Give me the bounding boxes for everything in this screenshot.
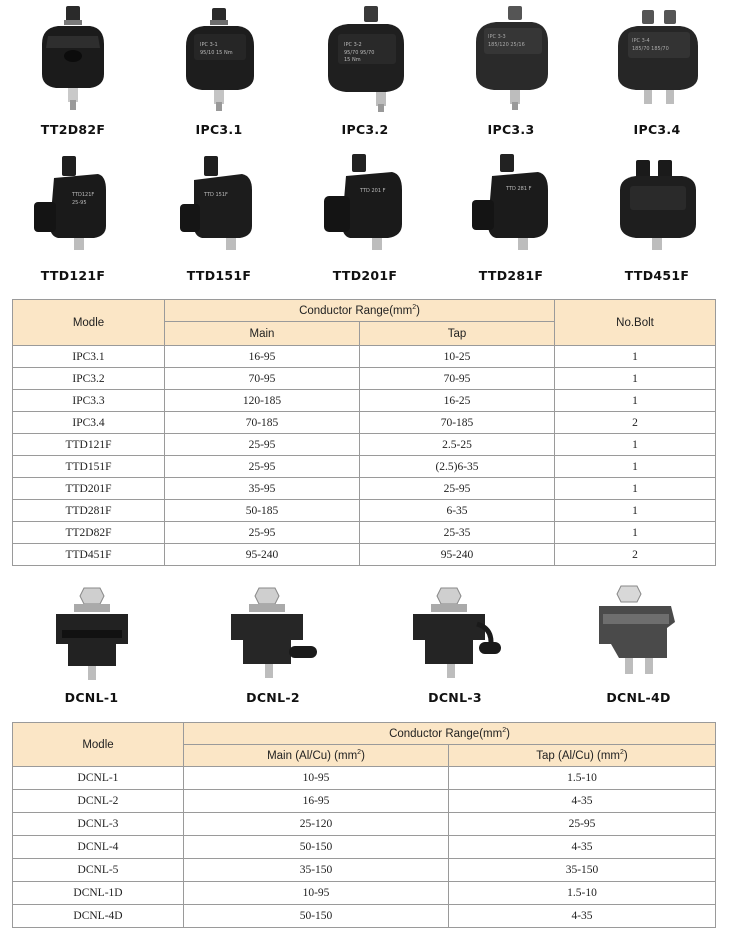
cell-tap: 1.5-10: [449, 882, 716, 905]
header-model: Modle: [13, 723, 184, 767]
svg-text:IPC 3-3: IPC 3-3: [488, 34, 506, 40]
product-card: [438, 4, 584, 137]
cell-model: IPC3.2: [13, 368, 165, 390]
product-row-2: [0, 150, 730, 283]
svg-text:25-95: 25-95: [72, 200, 87, 206]
svg-text:IPC 3-1: IPC 3-1: [200, 42, 218, 48]
cell-main: 10-95: [184, 767, 449, 790]
cell-bolt: 1: [555, 500, 716, 522]
cell-tap: 2.5-25: [360, 434, 555, 456]
connector-photo: [28, 4, 118, 116]
table-row: [13, 500, 716, 522]
cell-model: TTD281F: [13, 500, 165, 522]
cell-tap: 70-95: [360, 368, 555, 390]
cell-model: IPC3.4: [13, 412, 165, 434]
cell-model: TTD201F: [13, 478, 165, 500]
product-model-label: IPC3.3: [487, 122, 535, 137]
svg-text:15 Nm: 15 Nm: [344, 57, 361, 63]
cell-bolt: 2: [555, 544, 716, 566]
product-model-label: DCNL-3: [428, 690, 482, 705]
table-row: [13, 790, 716, 813]
product-card: [292, 150, 438, 283]
cell-main: 16-95: [165, 346, 360, 368]
cell-model: TTD151F: [13, 456, 165, 478]
table-row: [13, 456, 716, 478]
connector-photo: [28, 150, 118, 262]
cell-main: 35-95: [165, 478, 360, 500]
cell-model: DCNL-4D: [13, 905, 184, 928]
product-card: [438, 150, 584, 283]
product-card: [183, 584, 363, 705]
cell-bolt: 1: [555, 434, 716, 456]
cell-model: DCNL-3: [13, 813, 184, 836]
cell-main: 25-95: [165, 522, 360, 544]
cell-tap: 25-35: [360, 522, 555, 544]
table-header-row: [13, 723, 716, 745]
cell-main: 25-95: [165, 456, 360, 478]
product-card: [584, 150, 730, 283]
product-model-label: TTD121F: [40, 268, 106, 283]
cell-tap: (2.5)6-35: [360, 456, 555, 478]
table-row: [13, 390, 716, 412]
product-model-label: TTD451F: [624, 268, 690, 283]
cell-model: TTD451F: [13, 544, 165, 566]
table-row: [13, 478, 716, 500]
cell-tap: 4-35: [449, 836, 716, 859]
table-row: [13, 346, 716, 368]
cell-main: 50-185: [165, 500, 360, 522]
connector-photo: [44, 584, 140, 684]
table-row: [13, 882, 716, 905]
svg-text:TTD121F: TTD121F: [72, 192, 95, 198]
table-row: [13, 434, 716, 456]
table-row: [13, 368, 716, 390]
svg-text:IPC 3-2: IPC 3-2: [344, 42, 362, 48]
product-model-label: DCNL-2: [246, 690, 300, 705]
cell-model: TT2D82F: [13, 522, 165, 544]
product-model-label: TTD151F: [186, 268, 252, 283]
cell-bolt: 1: [555, 368, 716, 390]
connector-photo: [466, 150, 556, 262]
cell-tap: 25-95: [360, 478, 555, 500]
table-row: [13, 836, 716, 859]
svg-text:185/70 185/70: 185/70 185/70: [632, 46, 669, 52]
table-row: [13, 813, 716, 836]
cell-model: DCNL-4: [13, 836, 184, 859]
svg-text:TTD 201 F: TTD 201 F: [360, 188, 386, 194]
cell-main: 16-95: [184, 790, 449, 813]
product-model-label: IPC3.1: [195, 122, 243, 137]
product-card: [146, 4, 292, 137]
connector-photo: [320, 4, 410, 116]
cell-model: DCNL-1D: [13, 882, 184, 905]
cell-main: 120-185: [165, 390, 360, 412]
svg-text:95/10 15 Nm: 95/10 15 Nm: [200, 50, 233, 56]
header-main: Main (Al/Cu) $(mm^2)$: [184, 745, 449, 767]
header-tap: Tap: [360, 322, 555, 346]
cell-main: 70-95: [165, 368, 360, 390]
cell-bolt: 1: [555, 522, 716, 544]
svg-text:TTD 281 F: TTD 281 F: [506, 186, 532, 192]
cell-tap: 4-35: [449, 905, 716, 928]
connector-photo: [225, 584, 321, 684]
product-model-label: DCNL-1: [64, 690, 119, 705]
header-model: Modle: [13, 300, 165, 346]
product-card: [0, 150, 146, 283]
header-no-bolt: No.Bolt: [555, 300, 716, 346]
connector-photo: [612, 150, 702, 262]
cell-tap: 70-185: [360, 412, 555, 434]
connector-photo: [407, 584, 503, 684]
cell-bolt: 1: [555, 456, 716, 478]
table-header-row: [13, 300, 716, 322]
header-conductor-range: Conductor $Range(mm^2)$: [165, 300, 555, 322]
cell-tap: 1.5-10: [449, 767, 716, 790]
cell-bolt: 2: [555, 412, 716, 434]
connector-photo: [612, 4, 702, 116]
product-card: [584, 4, 730, 137]
table-row: [13, 544, 716, 566]
cell-main: 35-150: [184, 859, 449, 882]
cell-tap: 25-95: [449, 813, 716, 836]
product-row-3: [0, 584, 730, 705]
cell-main: 50-150: [184, 836, 449, 859]
cell-main: 50-150: [184, 905, 449, 928]
cell-model: IPC3.1: [13, 346, 165, 368]
cell-model: IPC3.3: [13, 390, 165, 412]
cell-model: DCNL-5: [13, 859, 184, 882]
product-card: [146, 150, 292, 283]
product-card: [292, 4, 438, 137]
spec-table-ipc-ttd: [12, 299, 716, 566]
table-row: [13, 522, 716, 544]
cell-main: 95-240: [165, 544, 360, 566]
product-model-label: TTD281F: [478, 268, 544, 283]
cell-main: 10-95: [184, 882, 449, 905]
cell-tap: 10-25: [360, 346, 555, 368]
svg-text:95/70 95/70: 95/70 95/70: [344, 50, 375, 56]
connector-photo: [174, 150, 264, 262]
table-row: [13, 767, 716, 790]
svg-text:TTD 151F: TTD 151F: [204, 192, 228, 198]
connector-photo: [320, 150, 410, 262]
table-row: [13, 412, 716, 434]
product-card: [547, 584, 730, 705]
cell-tap: 95-240: [360, 544, 555, 566]
spec-table-dcnl: [12, 722, 716, 928]
header-conductor-range: Conductor $Range(mm^2)$: [184, 723, 716, 745]
svg-text:IPC 3-4: IPC 3-4: [632, 38, 650, 44]
header-main: Main: [165, 322, 360, 346]
cell-main: 25-120: [184, 813, 449, 836]
product-model-label: IPC3.2: [341, 122, 389, 137]
product-model-label: DCNL-4D: [606, 690, 671, 705]
cell-tap: 35-150: [449, 859, 716, 882]
cell-bolt: 1: [555, 346, 716, 368]
cell-model: DCNL-2: [13, 790, 184, 813]
product-model-label: IPC3.4: [633, 122, 681, 137]
connector-photo: [466, 4, 556, 116]
cell-bolt: 1: [555, 390, 716, 412]
table-row: [13, 859, 716, 882]
svg-text:185/120 25/16: 185/120 25/16: [488, 42, 525, 48]
cell-bolt: 1: [555, 478, 716, 500]
connector-photo: [174, 4, 264, 116]
product-model-label: TTD201F: [332, 268, 398, 283]
header-tap: Tap (Al/Cu) $(mm^2)$: [449, 745, 716, 767]
product-model-label: TT2D82F: [40, 122, 106, 137]
cell-main: 25-95: [165, 434, 360, 456]
table-row: [13, 905, 716, 928]
cell-main: 70-185: [165, 412, 360, 434]
product-card: [0, 4, 146, 137]
cell-tap: 16-25: [360, 390, 555, 412]
cell-model: DCNL-1: [13, 767, 184, 790]
product-card: [363, 584, 547, 705]
cell-tap: 6-35: [360, 500, 555, 522]
product-row-1: [0, 4, 730, 137]
cell-model: TTD121F: [13, 434, 165, 456]
cell-tap: 4-35: [449, 790, 716, 813]
connector-photo: [591, 584, 687, 684]
product-card: [0, 584, 183, 705]
